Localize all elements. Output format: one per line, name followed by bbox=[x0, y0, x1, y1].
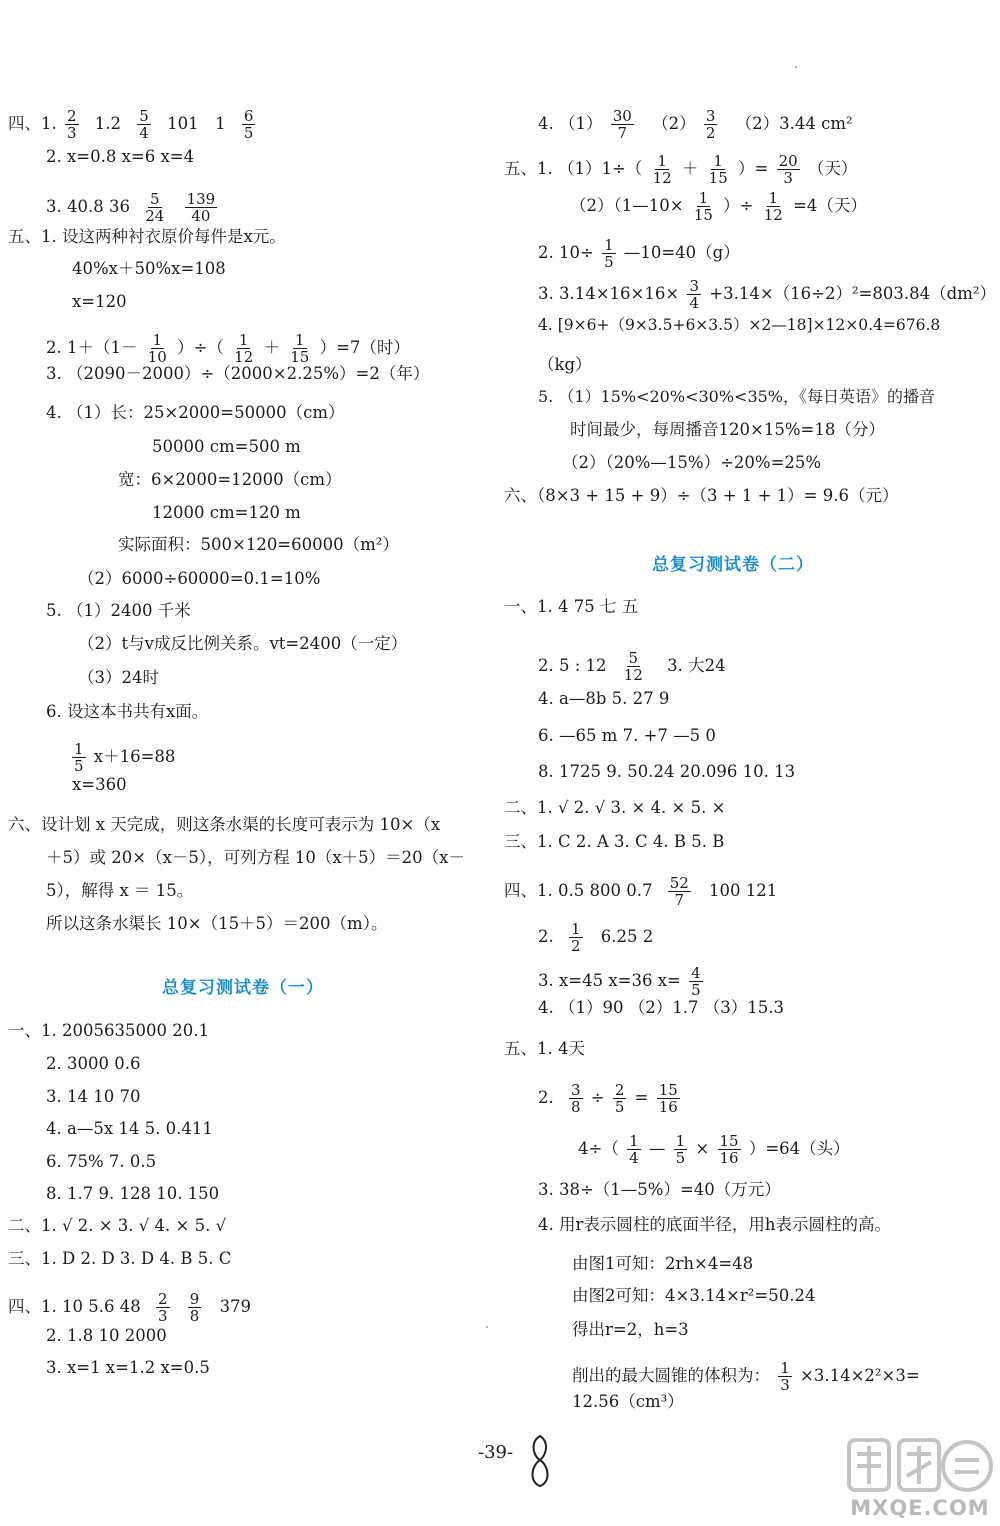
section-title: 总复习测试卷（一） bbox=[162, 978, 324, 998]
answer-line: 6. 75% 7. 0.5 bbox=[46, 1152, 157, 1171]
answer-line: 4. [9×6+（9×3.5+6×3.5）×2—18]×12×0.4=676.8 bbox=[538, 316, 941, 334]
answer-line: 4. （1）长：25×2000=50000（cm） bbox=[46, 403, 345, 422]
answer-line: （3）24时 bbox=[78, 668, 159, 687]
answer-line: 4. 用r表示圆柱的底面半径，用h表示圆柱的高。 bbox=[538, 1215, 892, 1234]
answer-line: 三、1. D 2. D 3. D 4. B 5. C bbox=[8, 1249, 232, 1268]
answer-line: 五、1. 4天 bbox=[504, 1039, 585, 1058]
answer-line: 2. $\frac{1}{2}$ 6.25 2 bbox=[538, 920, 654, 955]
answer-line: （2）t与v成反比例关系。vt=2400（一定） bbox=[78, 634, 408, 653]
answer-line: 2. 1.8 10 2000 bbox=[46, 1326, 167, 1345]
answer-line: $\frac{1}{5}$ x＋16=88 bbox=[74, 740, 176, 775]
answer-line: 4÷（ $\frac{1}{4}$ — $\frac{1}{5}$ × $\frac{15}{16}$ ）=64（头） bbox=[578, 1132, 850, 1167]
watermark-text: MXQE.COM bbox=[850, 1496, 990, 1520]
answer-stamp-icon bbox=[845, 1432, 995, 1502]
answer-line: 3. 14 10 70 bbox=[46, 1087, 141, 1106]
answer-line: 得出r=2，h=3 bbox=[572, 1320, 689, 1339]
scan-speck bbox=[486, 1326, 488, 1328]
answer-line: 时间最少，每周播音120×15%=18（分） bbox=[570, 420, 885, 439]
answer-line: 50000 cm=500 m bbox=[152, 437, 301, 456]
answer-line: 4. （1） $\frac{30}{7}$ （2） $\frac{3}{2}$ （2）3.44 cm² bbox=[538, 107, 853, 142]
answer-line: （2）6000÷60000=0.1=10% bbox=[78, 569, 321, 588]
answer-line: 一、1. 2005635000 20.1 bbox=[8, 1021, 209, 1040]
answer-line: （kg） bbox=[538, 355, 592, 374]
answer-line: 8. 1725 9. 50.24 20.096 10. 13 bbox=[538, 762, 796, 781]
answer-line: 5. （1）15%<20%<30%<35%，《每日英语》的播音 bbox=[538, 387, 936, 406]
answer-line: 二、1. √ 2. × 3. √ 4. × 5. √ bbox=[8, 1216, 227, 1235]
answer-line: 5. （1）2400 千米 bbox=[46, 601, 191, 620]
answer-line: 5），解得 x ＝ 15。 bbox=[46, 881, 194, 900]
answer-line: x=120 bbox=[72, 292, 127, 311]
answer-line: 3. x=45 x=36 x= $\frac{4}{5}$ bbox=[538, 964, 701, 999]
page-number: -39- bbox=[478, 1442, 514, 1463]
answer-line: 由图1可知：2rh×4=48 bbox=[572, 1254, 754, 1273]
answer-line: 6. 设这本书共有x面。 bbox=[46, 702, 209, 721]
answer-line: 实际面积：500×120=60000（m²） bbox=[118, 535, 399, 554]
answer-line: 2. 1＋（1－ $\frac{1}{10}$ ）÷（ $\frac{1}{12}$ ＋ $\frac{1}{15}$ ）=7（时） bbox=[46, 331, 410, 366]
answer-line: 4. a—5x 14 5. 0.411 bbox=[46, 1119, 213, 1138]
answer-line: 6. —65 m 7. +7 —5 0 bbox=[538, 726, 716, 745]
answer-line: 六、设计划 x 天完成，则这条水渠的长度可表示为 10×（x bbox=[8, 815, 441, 834]
answer-line: 四、1. 0.5 800 0.7 $\frac{52}{7}$ 100 121 bbox=[504, 874, 778, 909]
scan-speck bbox=[795, 66, 797, 68]
answer-line: 四、1. $\frac{2}{3}$ 1.2 $\frac{5}{4}$ 101 1 $\frac{6}{5}$ bbox=[8, 107, 254, 142]
answer-line: 3. 38÷（1—5%）=40（万元） bbox=[538, 1180, 781, 1199]
answer-line: 8. 1.7 9. 128 10. 150 bbox=[46, 1184, 220, 1203]
handwritten-mark-icon bbox=[525, 1432, 555, 1490]
answer-line: 2. 10÷ $\frac{1}{5}$ —10=40（g） bbox=[538, 236, 740, 271]
answer-line: 一、1. 4 75 七 五 bbox=[504, 597, 639, 616]
answer-line: 削出的最大圆锥的体积为： $\frac{1}{3}$ ×3.14×2²×3= bbox=[572, 1359, 920, 1394]
answer-line: 三、1. C 2. A 3. C 4. B 5. B bbox=[504, 832, 725, 851]
answer-line: 40%x＋50%x=108 bbox=[72, 259, 226, 278]
answer-line: 12000 cm=120 m bbox=[152, 503, 301, 522]
answer-line: 二、1. √ 2. √ 3. × 4. × 5. × bbox=[504, 798, 726, 817]
answer-line: 五、1. （1）1÷（ $\frac{1}{12}$ ＋ $\frac{1}{15}$ ）= $\frac{20}{3}$ （天） bbox=[504, 152, 858, 187]
answer-line: （2）（1—10× $\frac{1}{15}$ ）÷ $\frac{1}{12}$ =4（天） bbox=[570, 189, 867, 224]
answer-line: 2. x=0.8 x=6 x=4 bbox=[46, 147, 195, 166]
answer-line: 3. （2090－2000）÷（2000×2.25%）=2（年） bbox=[46, 364, 430, 383]
answer-line: 由图2可知：4×3.14×r²=50.24 bbox=[572, 1286, 816, 1305]
answer-line: 3. 40.8 36 $\frac{5}{24}$ $\frac{139}{40}$ bbox=[46, 190, 216, 225]
answer-line: 4. a—8b 5. 27 9 bbox=[538, 689, 670, 708]
answer-line: ＋5）或 20×（x－5），可列方程 10（x＋5）＝20（x－ bbox=[46, 848, 465, 867]
answer-line: 2. 5 : 12 $\frac{5}{12}$ 3. 大24 bbox=[538, 649, 726, 684]
answer-line: 12.56（cm³） bbox=[572, 1392, 684, 1411]
answer-line: 4. （1）90 （2）1.7 （3）15.3 bbox=[538, 998, 784, 1017]
answer-line: 宽：6×2000=12000（cm） bbox=[118, 470, 342, 489]
answer-line: （2）（20%—15%）÷20%=25% bbox=[562, 453, 822, 472]
answer-line: 3. 3.14×16×16× $\frac{3}{4}$ +3.14×（16÷2）²=803.84（dm²） bbox=[538, 277, 996, 312]
watermark-logo bbox=[845, 1432, 995, 1522]
answer-line: 四、1. 10 5.6 48 $\frac{2}{3}$ $\frac{9}{8}$ 379 bbox=[8, 1290, 252, 1325]
section-title: 总复习测试卷（二） bbox=[652, 555, 814, 575]
answer-line: x=360 bbox=[72, 775, 127, 794]
answer-line: 五、1. 设这两种衬衣原价每件是x元。 bbox=[8, 227, 286, 246]
answer-line: 2. 3000 0.6 bbox=[46, 1054, 141, 1073]
answer-line: 所以这条水渠长 10×（15＋5）＝200（m）。 bbox=[46, 914, 388, 933]
answer-line: 3. x=1 x=1.2 x=0.5 bbox=[46, 1358, 210, 1377]
answer-line: 六、（8×3 + 15 + 9）÷（3 + 1 + 1）= 9.6（元） bbox=[504, 486, 899, 505]
answer-line: 2. $\frac{3}{8}$ ÷ $\frac{2}{5}$ = $\frac{15}{16}$ bbox=[538, 1081, 678, 1116]
